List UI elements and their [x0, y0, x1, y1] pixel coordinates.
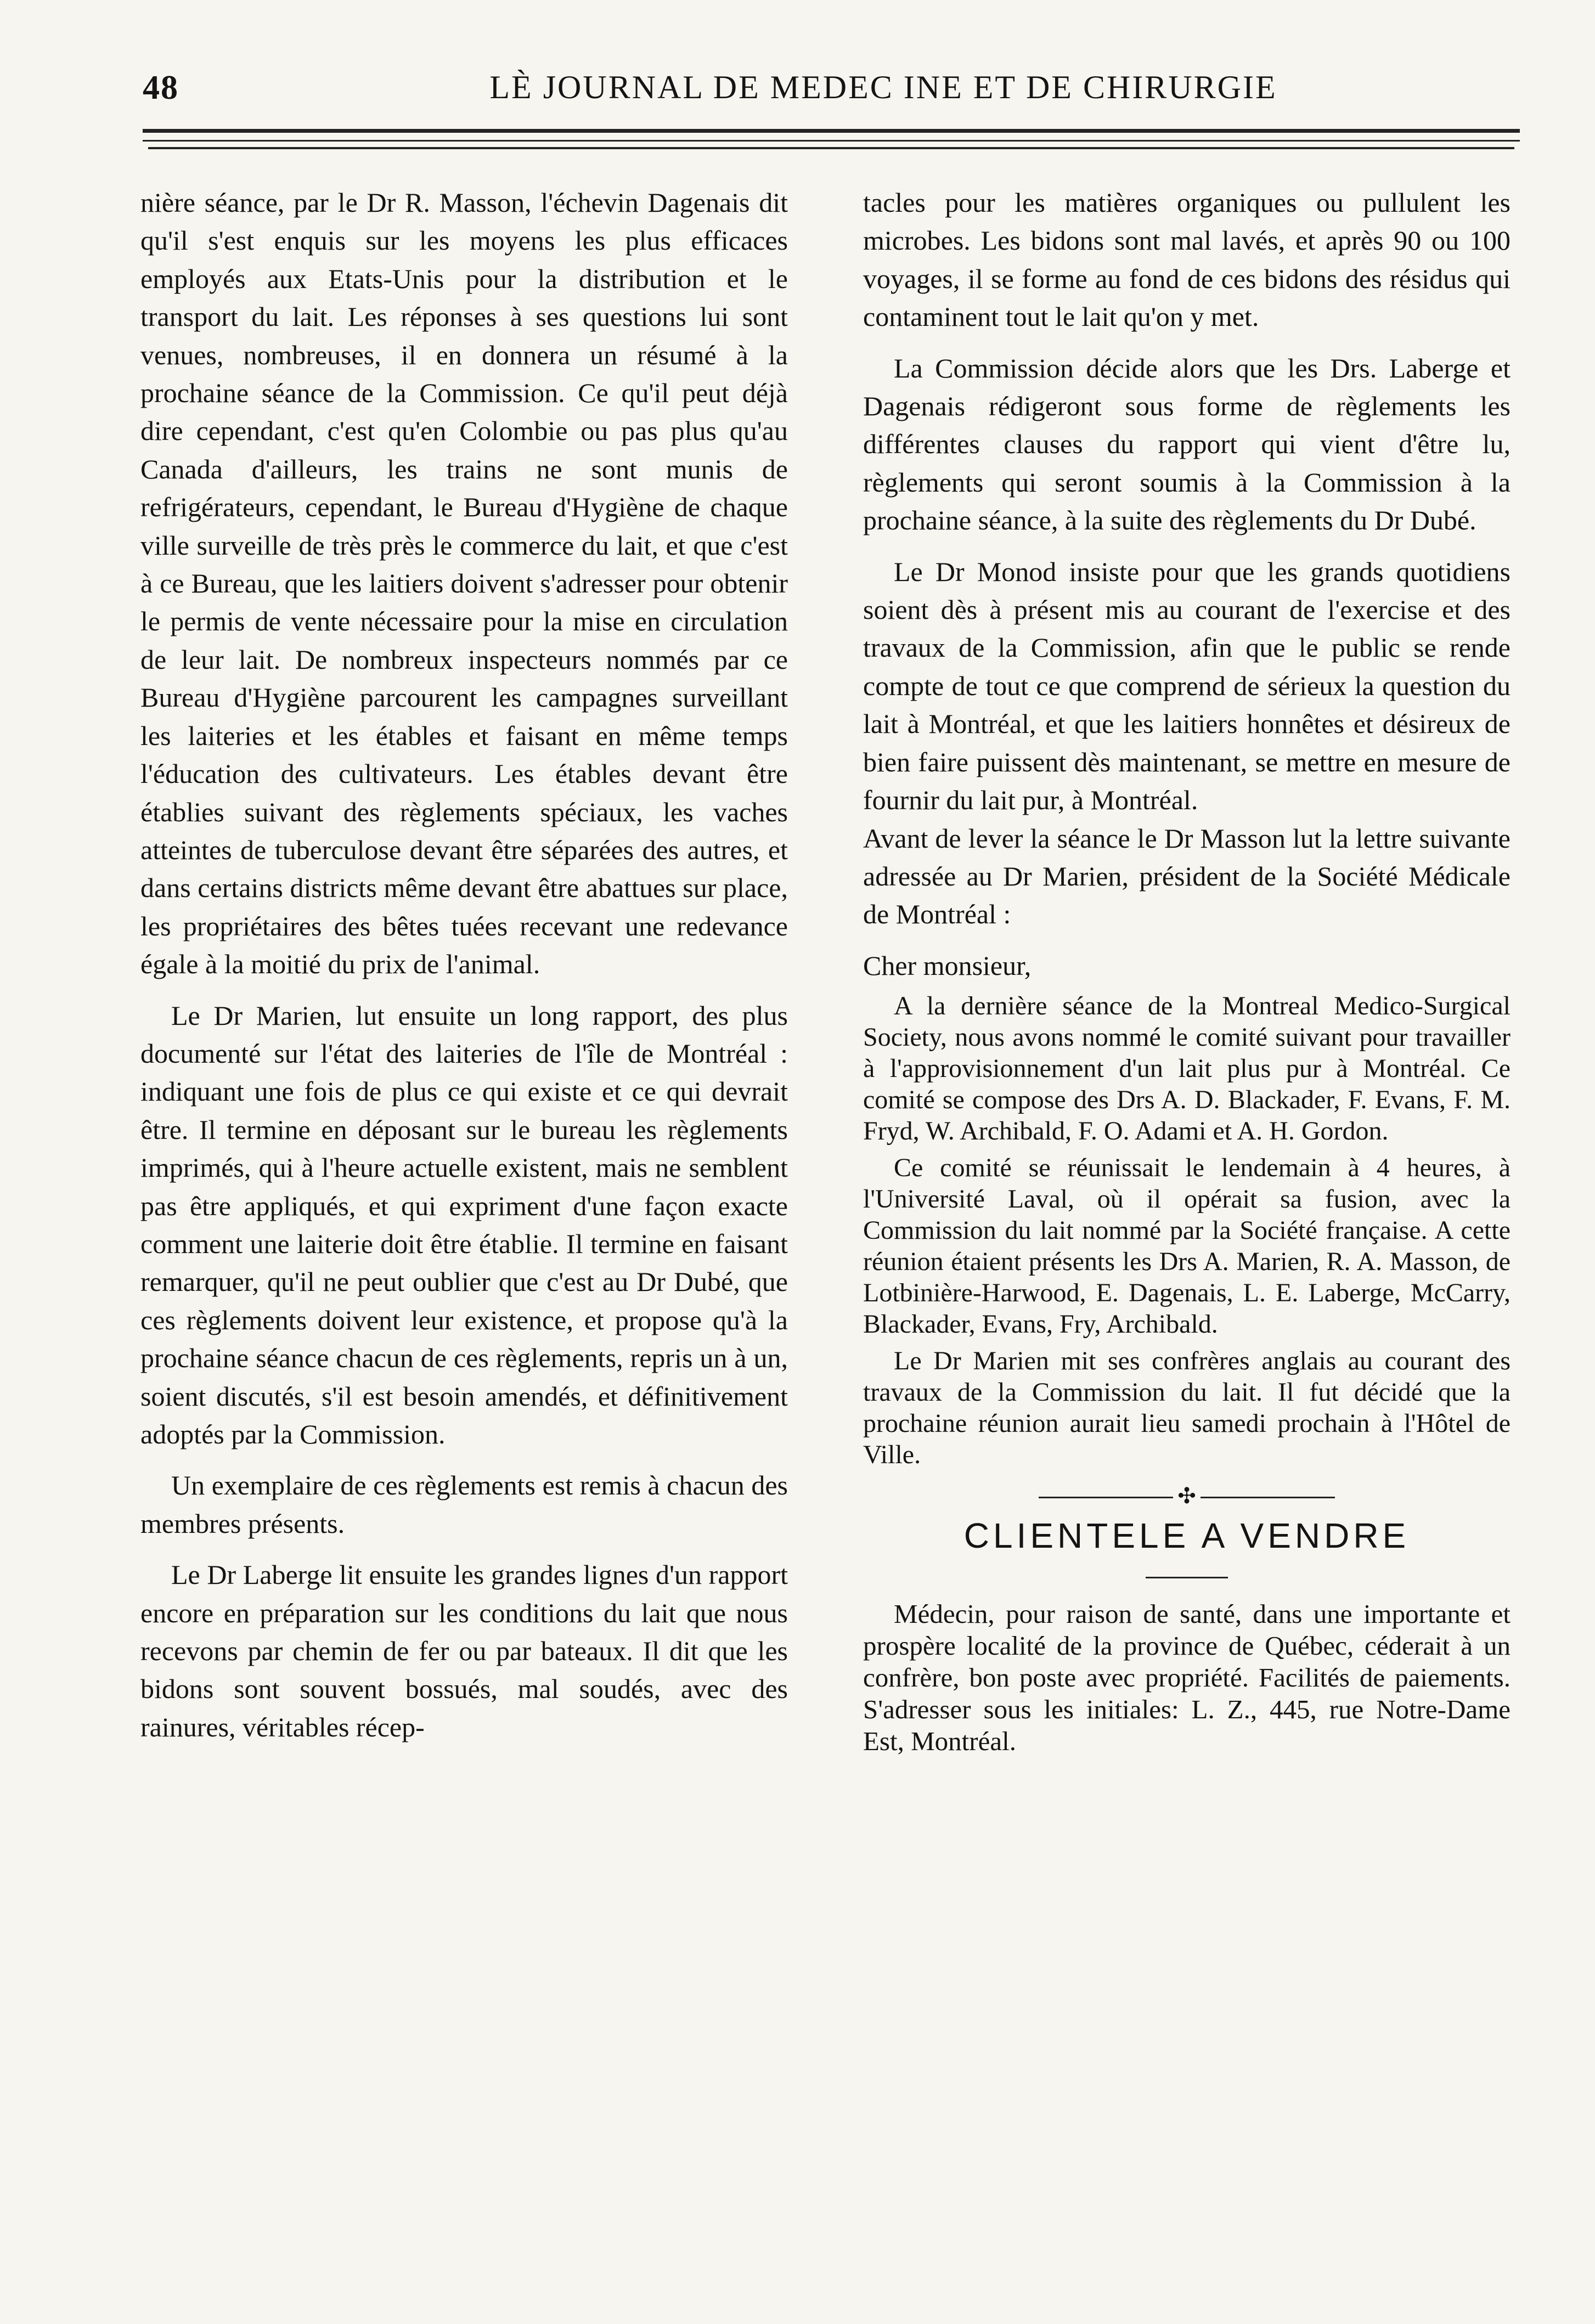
paragraph: Un exemplaire de ces règlements est remis à chacun des membres présents. [140, 1470, 788, 1539]
paragraph: La Commission décide alors que les Drs. Laberge et Dagenais rédigeront sous forme de règlements les différentes clauses du rapport qui vient d'être lu, règlements qui seront soumis à la Commission à la prochaine séance, à la suite des règlements du Dr Dubé. [863, 352, 1511, 536]
ornament-rule [1039, 1497, 1173, 1498]
page-number: 48 [143, 69, 179, 106]
paragraph: Avant de lever la séance le Dr Masson lut la lettre suivante adressée au Dr Marien, président de la Société Médicale de Montréal : [863, 822, 1511, 930]
right-column [863, 184, 1511, 1757]
ornament-rule [1201, 1497, 1335, 1498]
header-rule [143, 129, 1520, 133]
paragraph: Le Dr Laberge lit ensuite les grandes lignes d'un rapport encore en préparation sur les conditions du lait que nous recevons par chemin de fer ou par bateaux. Il dit que les bidons sont souvent bossués, mal soudés, avec des rainures, véritables récep- [140, 1559, 788, 1742]
heading-rule [1146, 1577, 1228, 1578]
left-column [140, 184, 788, 1746]
classified-ad: Médecin, pour raison de santé, dans une importante et prospère localité de la province de Québec, céderait à un confrère, bon poste avec propriété. Facilités de paiements. S'adresser sous les initiales: L. Z., 445, rue Notre-Dame Est, Montréal. [863, 1599, 1511, 1757]
page-header [137, 69, 1520, 118]
paragraph: tacles pour les matières organiques ou pullulent les microbes. Les bidons sont mal lavés, et après 90 ou 100 voyages, il se forme au fond de ces bidons des résidus qui contaminent tout le lait qu'on y met. [863, 187, 1511, 332]
section-ornament [1039, 1483, 1335, 1509]
paragraph: nière séance, par le Dr R. Masson, l'échevin Dagenais dit qu'il s'est enquis sur les moyens les plus efficaces employés aux Etats-Unis pour la distribution et le transport du lait. Les réponses à ses questions lui sont venues, nombreuses, il en donnera un résumé à la prochaine séance de la Commission. Ce qu'il peut déjà dire cependant, c'est qu'en Colombie ou pas plus qu'au Canada d'ailleurs, les trains ne sont munis de refrigérateurs, cependant, le Bureau d'Hygiène de chaque ville surveille de très près le commerce du lait, et que c'est à ce Bureau, que les laitiers doivent s'adresser pour obtenir le permis de vente nécessaire pour la mise en circulation de leur lait. De nombreux inspecteurs nommés par ce Bureau d'Hygiène parcourent les campagnes surveillant les laiteries et les étables et faisant en même temps l'éducation des cultivateurs. Les étables devant être établies suivant des règlements spéciaux, les vaches atteintes de tuberculose devant être séparées des autres, et dans certains districts même devant être abattues sur place, les propriétaires des bêtes tuées recevant une redevance égale à la moitié du prix de l'animal. [140, 187, 788, 980]
paragraph: Le Dr Marien, lut ensuite un long rapport, des plus documenté sur l'état des laiteries de l'île de Montréal : indiquant une fois de plus ce qui existe et ce qui devrait être. Il termine en déposant sur le bureau les règlements imprimés, qui à l'heure actuelle existent, mais ne semblent pas être appliqués, et qui expriment d'une façon exacte comment une laiterie doit être établie. Il termine en faisant remarquer, qu'il ne peut oublier que c'est au Dr Dubé, que ces règlements doivent leur existence, et propose qu'à la prochaine séance chacun de ces règlements, repris un à un, soient discutés, s'il est besoin amendés, et définitivement adoptés par la Commission. [140, 1000, 788, 1449]
letter-salutation: Cher monsieur, [863, 950, 1032, 981]
letter-paragraph: Ce comité se réunissait le lendemain à 4 heures, à l'Université Laval, où il opérait sa fusion, avec la Commission du lait nommé par la Société française. A cette réunion étaient présents les Drs A. Marien, R. A. Masson, de Lotbinière-Harwood, E. Dagenais, L. E. Laberge, McCarry, Blackader, Evans, Fry, Archibald. [863, 1153, 1511, 1339]
letter-paragraph: Le Dr Marien mit ses confrères anglais au courant des travaux de la Commission du lait. Il fut décidé que la prochaine réunion aurait lieu samedi prochain à l'Hôtel de Ville. [863, 1346, 1511, 1470]
fleuron-icon: ✣ [1177, 1483, 1196, 1509]
header-rule [148, 147, 1514, 149]
letter-paragraph: A la dernière séance de la Montreal Medico-Surgical Society, nous avons nommé le comité suivant pour travailler à l'approvisionnement d'un lait plus pur à Montréal. Ce comité se compose des Drs A. D. Blackader, F. Evans, F. M. Fryd, W. Archibald, F. O. Adami et A. H. Gordon. [863, 991, 1511, 1146]
paragraph: Le Dr Monod insiste pour que les grands quotidiens soient dès à présent mis au courant de l'exercise et des travaux de la Commission, afin que le public se rende compte de tout ce que comprend de sérieux la question du lait à Montréal, et que les laitiers honnêtes et désireux de bien faire puissent dès maintenant, se mettre en mesure de fournir du lait pur, à Montréal. [863, 556, 1511, 816]
section-heading: CLIENTELE A VENDRE [963, 1516, 1410, 1556]
header-rule [143, 140, 1520, 142]
running-title: LÈ JOURNAL DE MEDEC INE ET DE CHIRURGIE [489, 69, 1277, 105]
